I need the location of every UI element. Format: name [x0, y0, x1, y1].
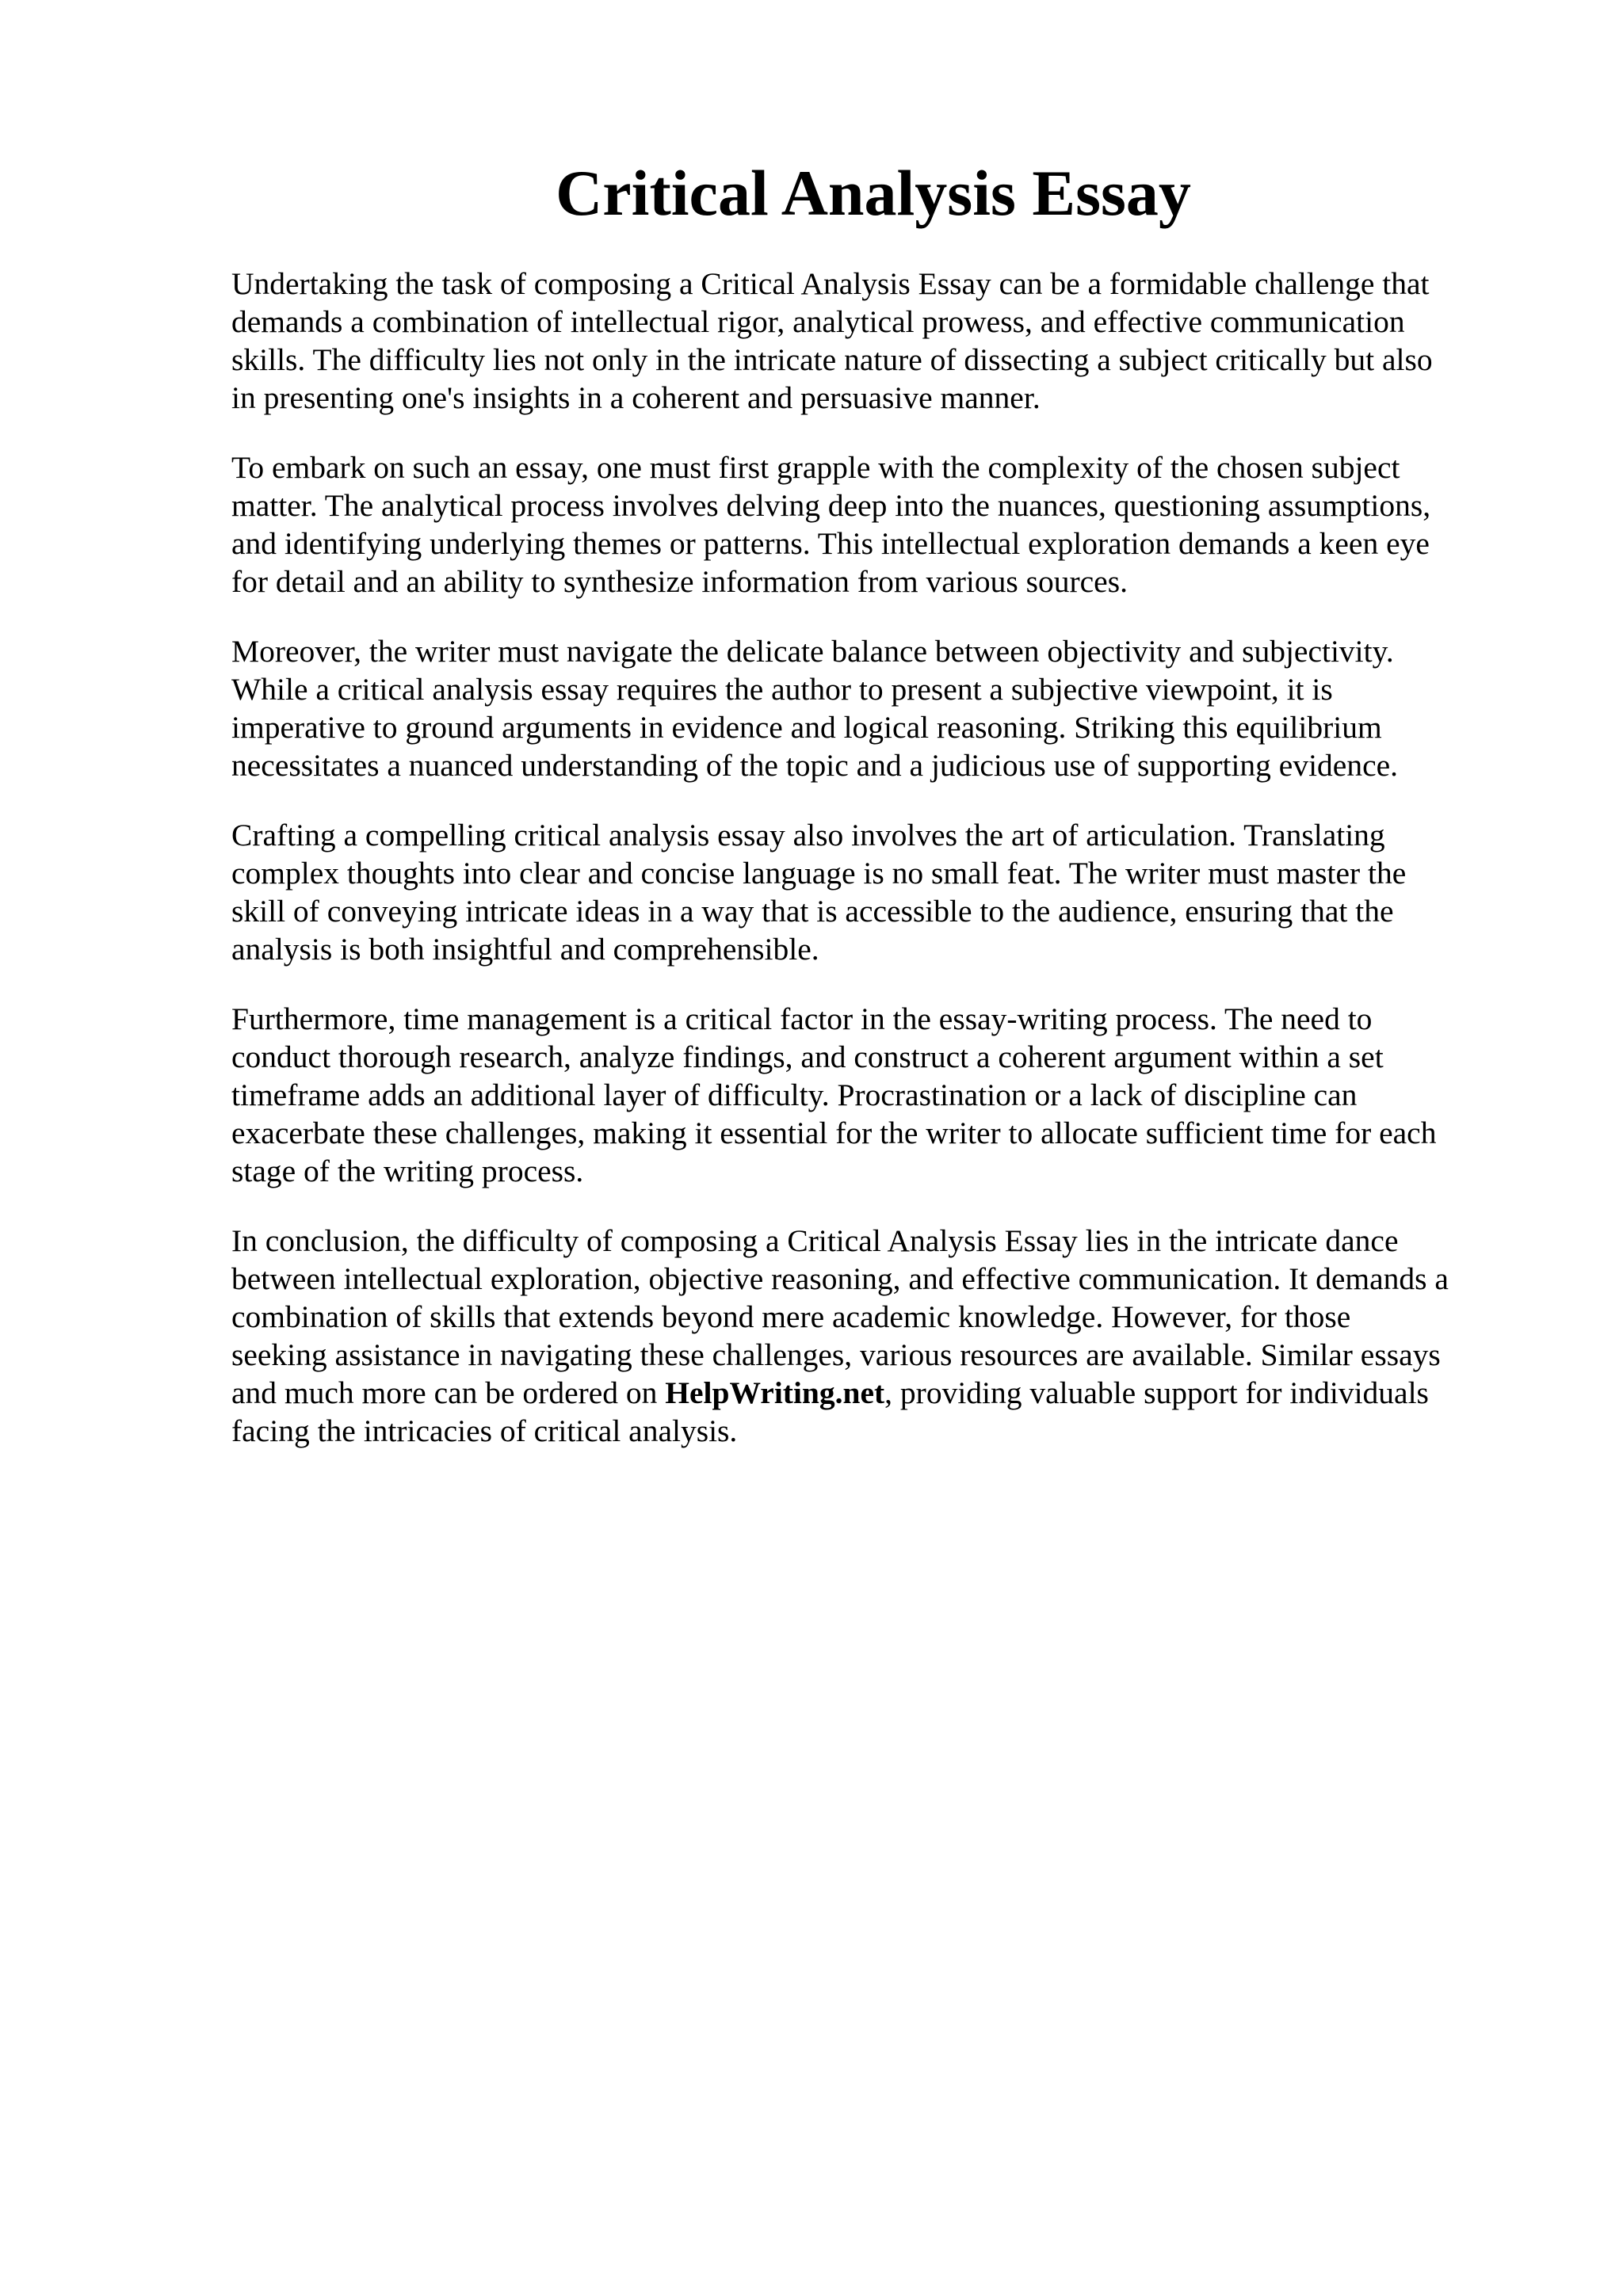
page-title: Critical Analysis Essay — [556, 157, 1191, 229]
text-line: in presenting one's insights in a coherent and persuasive manner. — [231, 380, 1041, 415]
text-line: stage of the writing process. — [231, 1154, 584, 1188]
text-line: necessitates a nuanced understanding of the topic and a judicious use of supporting evidence. — [231, 748, 1399, 783]
text-line: analysis is both insightful and comprehensible. — [231, 932, 819, 967]
text-line: imperative to ground arguments in evidence and logical reasoning. Striking this equilibrium — [231, 710, 1382, 745]
text-line: Crafting a compelling critical analysis essay also involves the art of articulation. Translating — [231, 818, 1385, 852]
text-line: and identifying underlying themes or patterns. This intellectual exploration demands a keen eye — [231, 526, 1430, 561]
text-line: timeframe adds an additional layer of difficulty. Procrastination or a lack of discipline can — [231, 1077, 1358, 1112]
text-line: While a critical analysis essay requires the author to present a subjective viewpoint, it is — [231, 672, 1333, 707]
text-line: matter. The analytical process involves delving deep into the nuances, questioning assumptions, — [231, 488, 1431, 523]
essay-body — [231, 265, 1499, 1482]
text-before-link: and much more can be ordered on — [231, 1375, 666, 1410]
text-line: seeking assistance in navigating these challenges, various resources are available. Similar essays — [231, 1337, 1441, 1372]
paragraph-1 — [231, 265, 1499, 417]
text-line: between intellectual exploration, objective reasoning, and effective communication. It demands a — [231, 1261, 1449, 1296]
text-line: exacerbate these challenges, making it essential for the writer to allocate sufficient time for each — [231, 1116, 1437, 1150]
text-line-with-link — [231, 1374, 1499, 1412]
text-line: skills. The difficulty lies not only in the intricate nature of dissecting a subject critically but also — [231, 342, 1433, 377]
text-line: demands a combination of intellectual rigor, analytical prowess, and effective communication — [231, 304, 1405, 339]
text-after-link: , providing valuable support for individuals — [884, 1375, 1429, 1410]
text-line: Undertaking the task of composing a Critical Analysis Essay can be a formidable challenge that — [231, 266, 1430, 301]
paragraph-6 — [231, 1222, 1499, 1450]
paragraph-4 — [231, 816, 1499, 968]
text-line: In conclusion, the difficulty of composing a Critical Analysis Essay lies in the intricate dance — [231, 1223, 1399, 1258]
text-line: complex thoughts into clear and concise language is no small feat. The writer must master the — [231, 856, 1407, 891]
text-line: Moreover, the writer must navigate the delicate balance between objectivity and subjectivity. — [231, 634, 1394, 669]
text-line: facing the intricacies of critical analysis. — [231, 1413, 738, 1448]
paragraph-3 — [231, 632, 1499, 784]
paragraph-2 — [231, 448, 1499, 601]
text-line: To embark on such an essay, one must first grapple with the complexity of the chosen subject — [231, 450, 1400, 485]
paragraph-5 — [231, 1000, 1499, 1190]
text-line: conduct thorough research, analyze findings, and construct a coherent argument within a set — [231, 1039, 1384, 1074]
text-line: skill of conveying intricate ideas in a way that is accessible to the audience, ensuring that the — [231, 894, 1394, 929]
text-line: Furthermore, time management is a critical factor in the essay-writing process. The need to — [231, 1001, 1373, 1036]
text-line: combination of skills that extends beyond mere academic knowledge. However, for those — [231, 1299, 1351, 1334]
helpwriting-link[interactable]: HelpWriting.net — [665, 1375, 885, 1410]
text-line: for detail and an ability to synthesize information from various sources. — [231, 564, 1128, 599]
